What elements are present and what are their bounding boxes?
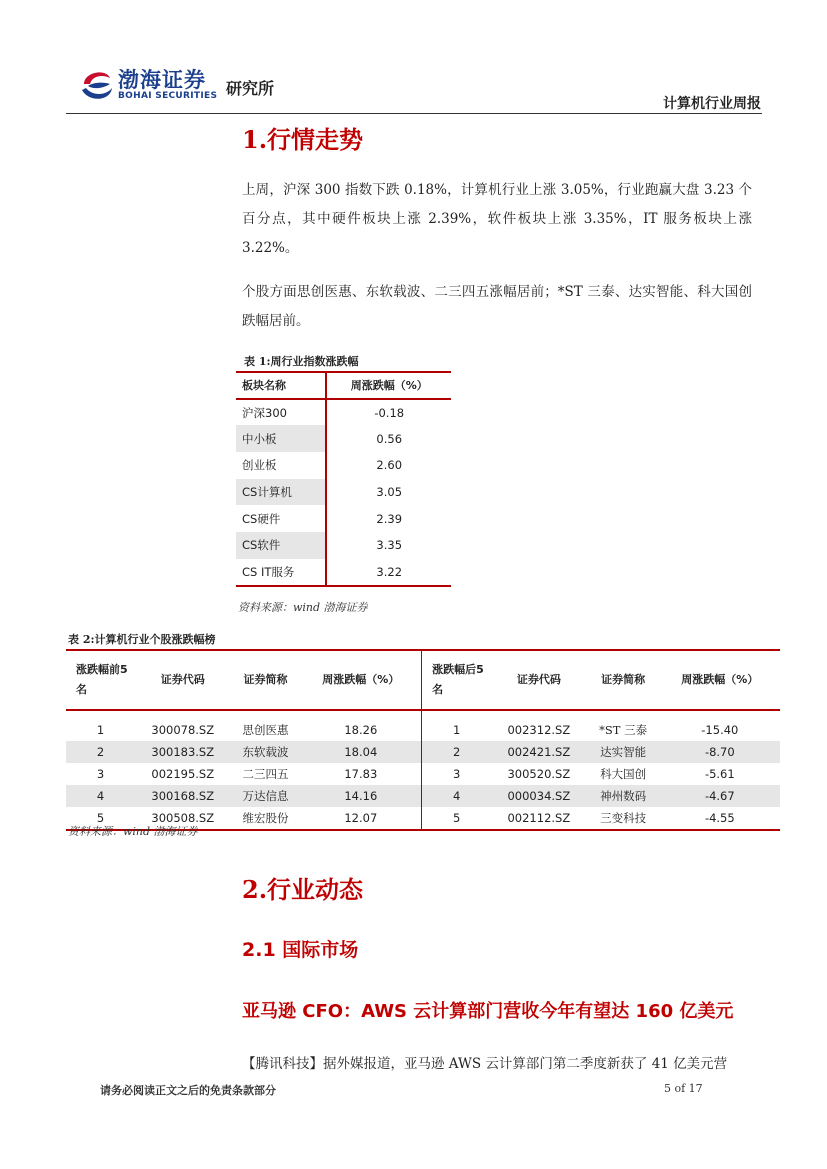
column-header: 周涨跌幅（%） [660, 650, 780, 710]
table-row [66, 763, 780, 785]
column-header: 证券代码 [491, 650, 587, 710]
cell-change: -8.70 [660, 741, 780, 763]
cell-name: 思创医惠 [242, 723, 289, 737]
cell-code: 300168.SZ [135, 785, 231, 807]
cell-rank: 4 [66, 785, 135, 807]
cell-change: 12.07 [301, 807, 422, 830]
cell-sector: 创业板 [242, 458, 277, 473]
cell-name: 维宏股份 [231, 807, 301, 830]
cell-change: 18.04 [301, 741, 422, 763]
cell-change: -0.18 [326, 399, 451, 426]
news-headline: 亚马逊 CFO：AWS 云计算部门营收今年有望达 160 亿美元 [242, 1001, 734, 1022]
table-row [66, 785, 780, 807]
cell-change: -4.67 [660, 785, 780, 807]
cell-sector: CS软件 [236, 532, 326, 559]
cell-code: 300183.SZ [135, 741, 231, 763]
cell-change: -5.61 [704, 767, 735, 781]
cell-rank: 1 [96, 723, 105, 737]
cell-change: 18.26 [344, 723, 378, 737]
table-row [236, 479, 451, 506]
cell-rank: 5 [422, 807, 492, 830]
cell-rank: 3 [96, 767, 105, 781]
cell-change: 3.35 [326, 532, 451, 559]
logo-en-text: BOHAI SECURITIES [118, 91, 218, 101]
table-spacer [66, 710, 780, 719]
cell-name: 科大国创 [600, 767, 647, 781]
cell-change: -15.40 [701, 723, 739, 737]
cell-name: 二三四五 [242, 767, 289, 781]
page-number: 5 of 17 [664, 1082, 703, 1095]
cell-rank: 4 [422, 785, 492, 807]
sector-index-table [236, 371, 451, 587]
cell-code: 300078.SZ [151, 723, 215, 737]
cell-change: -4.55 [660, 807, 780, 830]
table-row [66, 741, 780, 763]
cell-sector: 中小板 [236, 425, 326, 452]
cell-change: 14.16 [301, 785, 422, 807]
company-logo [80, 64, 230, 106]
cell-change: 3.05 [326, 479, 451, 506]
cell-change: 3.22 [326, 559, 451, 586]
cell-change: 2.60 [326, 452, 451, 479]
cell-rank: 2 [422, 741, 492, 763]
table-row [236, 399, 451, 426]
table-1-source: 资料来源：wind 渤海证券 [238, 601, 368, 614]
cell-code: 002312.SZ [507, 723, 571, 737]
column-header: 周涨跌幅（%） [301, 650, 422, 710]
logo-cn-text: 渤海证券 [118, 67, 206, 92]
cell-name: 达实智能 [587, 741, 660, 763]
cell-rank: 1 [422, 719, 492, 741]
table-2-source: 资料来源：wind 渤海证券 [68, 825, 198, 838]
table-row [236, 452, 451, 479]
cell-name: *ST 三泰 [599, 723, 648, 737]
news-paragraph: 【腾讯科技】据外媒报道，亚马逊 AWS 云计算部门第二季度新获了 41 亿美元营 [242, 1056, 728, 1072]
cell-change: 2.39 [326, 505, 451, 532]
table-header-row [236, 372, 451, 399]
cell-code: 300520.SZ [507, 767, 571, 781]
column-header: 证券代码 [135, 650, 231, 710]
stock-ranking-table [66, 649, 780, 831]
cell-name: 东软载波 [231, 741, 301, 763]
cell-code: 300508.SZ [135, 807, 231, 830]
header-divider [66, 113, 762, 114]
cell-code: 002421.SZ [491, 741, 587, 763]
cell-sector: 沪深300 [242, 405, 287, 420]
cell-code: 000034.SZ [491, 785, 587, 807]
column-header: 证券简称 [587, 650, 660, 710]
table-row [236, 559, 451, 586]
table-1-caption: 表 1:周行业指数涨跌幅 [244, 355, 359, 368]
column-header: 周涨跌幅（%） [326, 372, 451, 399]
cell-name: 三变科技 [587, 807, 660, 830]
cell-change: 17.83 [344, 767, 378, 781]
section-title-2: 2.行业动态 [242, 875, 364, 904]
table-row [236, 532, 451, 559]
column-header: 板块名称 [236, 372, 326, 399]
paragraph-market-summary: 上周，沪深 300 指数下跌 0.18%，计算机行业上涨 3.05%，行业跑赢大盘 3.23 个百分点，其中硬件板块上涨 2.39%，软件板块上涨 3.35%，IT 服务板块上涨 3.22%。 [242, 182, 752, 256]
column-header: 涨跌幅后5名 [422, 650, 492, 710]
cell-name: 神州数码 [587, 785, 660, 807]
section-title-1: 1.行情走势 [242, 125, 364, 154]
cell-name: 万达信息 [231, 785, 301, 807]
cell-code: 002112.SZ [491, 807, 587, 830]
table-header-row [66, 650, 780, 710]
bohai-logo-icon [80, 64, 114, 104]
cell-rank: 2 [66, 741, 135, 763]
cell-rank: 3 [422, 763, 492, 785]
report-type: 计算机行业周报 [663, 96, 761, 112]
footer-disclaimer: 请务必阅读正文之后的免责条款部分 [100, 1084, 276, 1097]
cell-sector: CS计算机 [236, 479, 326, 506]
cell-code: 002195.SZ [151, 767, 215, 781]
table-row [236, 505, 451, 532]
column-header: 证券简称 [231, 650, 301, 710]
cell-sector: CS硬件 [242, 511, 281, 526]
table-row [66, 719, 780, 741]
table-row [236, 425, 451, 452]
institute-label: 研究所 [226, 79, 275, 98]
column-header: 涨跌幅前5名 [66, 650, 135, 710]
subsection-title: 2.1 国际市场 [242, 939, 359, 961]
table-2-caption: 表 2:计算机行业个股涨跌幅榜 [68, 633, 216, 646]
cell-sector: CS IT服务 [236, 559, 326, 586]
cell-change: 0.56 [326, 425, 451, 452]
paragraph-stock-summary: 个股方面思创医惠、东软载波、二三四五涨幅居前；*ST 三泰、达实智能、科大国创跌幅居前。 [242, 284, 752, 329]
cell-rank: 5 [66, 807, 135, 830]
